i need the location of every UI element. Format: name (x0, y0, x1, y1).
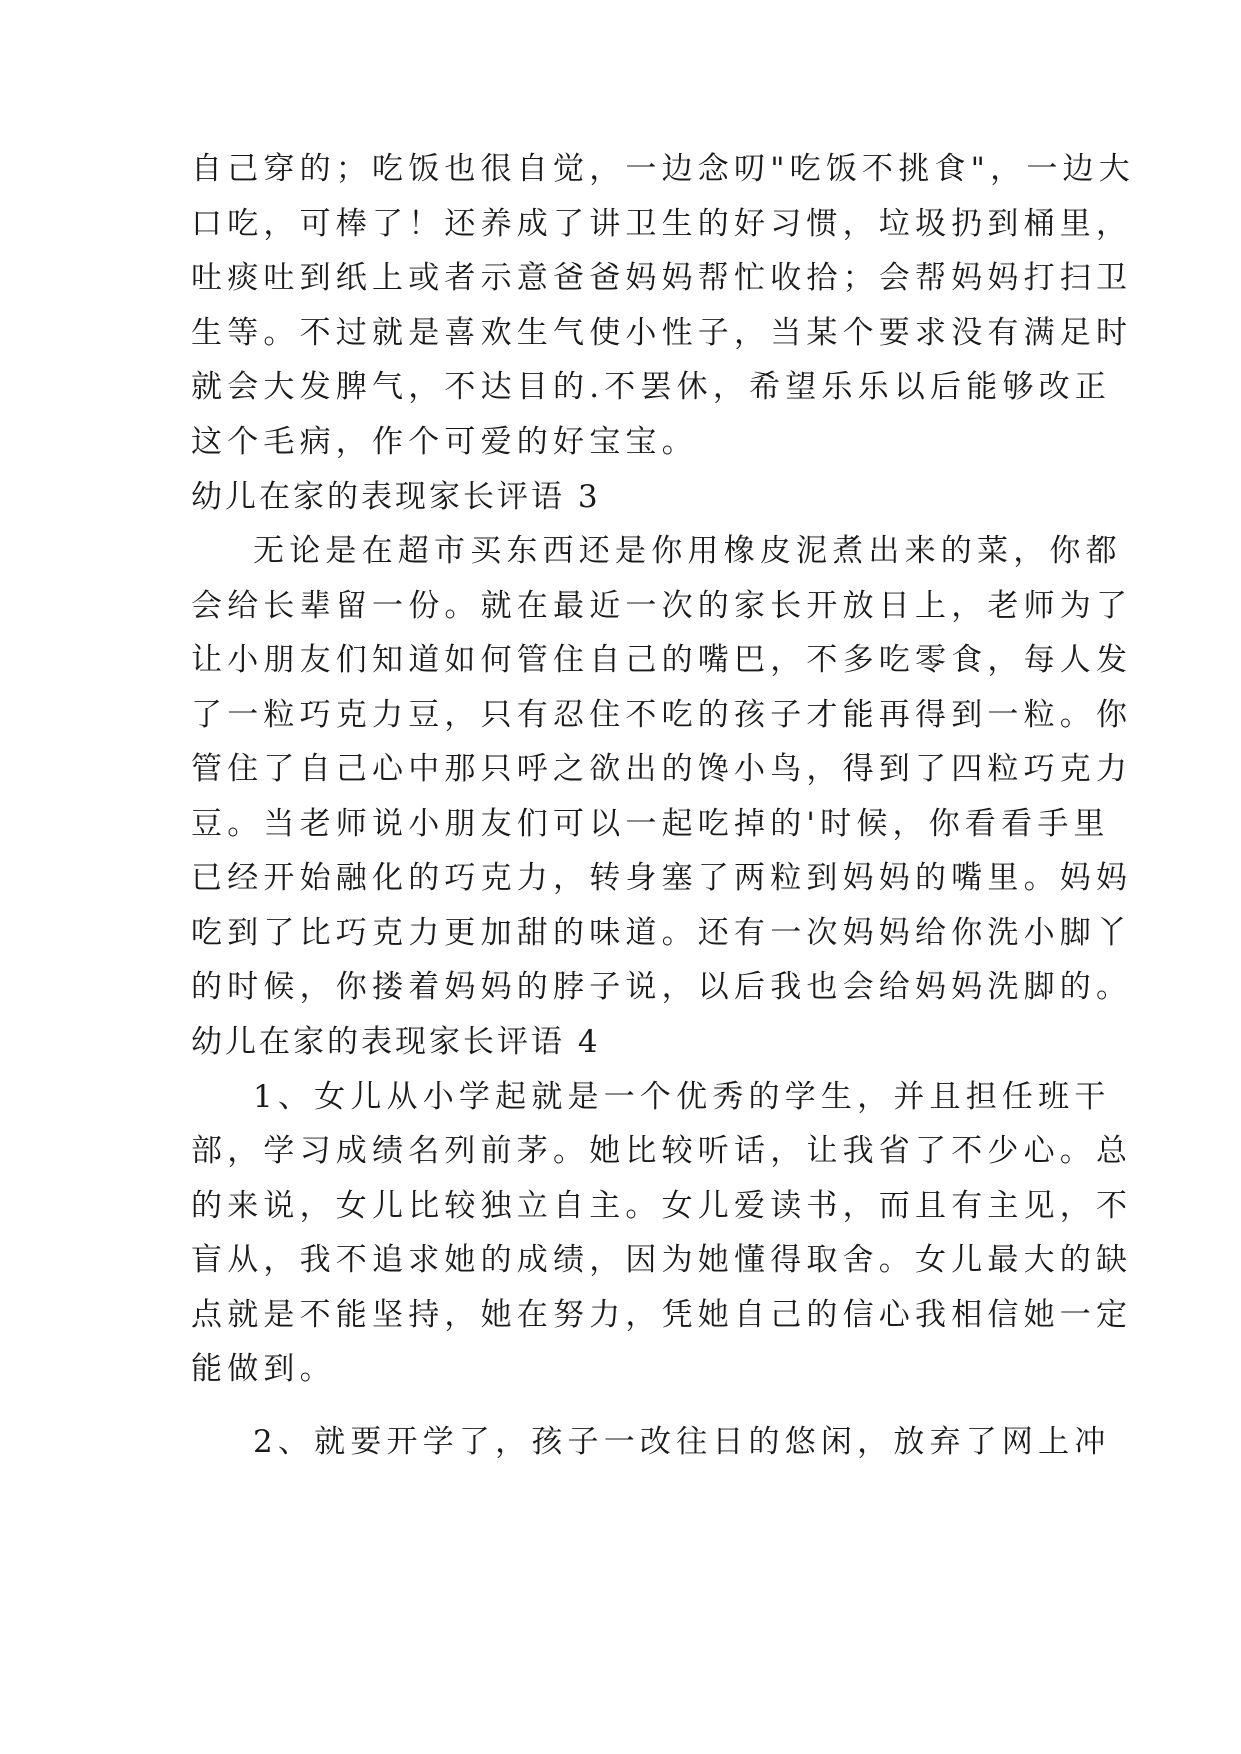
text-line: 无论是在超市买东西还是你用橡皮泥煮出来的菜，你都 (253, 533, 1122, 569)
text-line: 就会大发脾气，不达目的.不罢休，希望乐乐以后能够改正 (191, 369, 1112, 405)
text-line: 自己穿的；吃饭也很自觉，一边念叨"吃饭不挑食"，一边大 (191, 151, 1135, 187)
text-line: 的来说，女儿比较独立自主。女儿爱读书，而且有主见，不 (191, 1188, 1133, 1224)
text-line: 这个毛病，作个可爱的好宝宝。 (191, 424, 698, 460)
text-line: 吃到了比巧克力更加甜的味道。还有一次妈妈给你洗小脚丫 (191, 915, 1133, 951)
text-line: 盲从，我不追求她的成绩，因为她懂得取舍。女儿最大的缺 (191, 1242, 1133, 1278)
text-line: 管住了自己心中那只呼之欲出的馋小鸟，得到了四粒巧克力 (191, 751, 1133, 787)
text-line: 2、就要开学了，孩子一改往日的悠闲，放弃了网上冲 (253, 1424, 1111, 1460)
text-line: 1、女儿从小学起就是一个优秀的学生，并且担任班干 (253, 1079, 1111, 1115)
text-line: 能做到。 (191, 1351, 336, 1387)
text-line: 已经开始融化的巧克力，转身塞了两粒到妈妈的嘴里。妈妈 (191, 860, 1133, 896)
text-line: 部，学习成绩名列前茅。她比较听话，让我省了不少心。总 (191, 1133, 1133, 1169)
text-line: 的时候，你搂着妈妈的脖子说，以后我也会给妈妈洗脚的。 (191, 969, 1133, 1005)
text-line: 豆。当老师说小朋友们可以一起吃掉的'时候，你看看手里 (191, 806, 1110, 842)
text-line: 了一粒巧克力豆，只有忍住不吃的孩子才能再得到一粒。你 (191, 697, 1133, 733)
text-line: 生等。不过就是喜欢生气使小性子，当某个要求没有满足时 (191, 315, 1133, 351)
section-heading: 幼儿在家的表现家长评语 4 (191, 1024, 601, 1060)
text-line: 让小朋友们知道如何管住自己的嘴巴，不多吃零食，每人发 (191, 642, 1133, 678)
section-heading: 幼儿在家的表现家长评语 3 (191, 479, 601, 515)
text-line: 点就是不能坚持，她在努力，凭她自己的信心我相信她一定 (191, 1297, 1133, 1333)
text-line: 会给长辈留一份。就在最近一次的家长开放日上，老师为了 (191, 588, 1133, 624)
text-line: 吐痰吐到纸上或者示意爸爸妈妈帮忙收拾；会帮妈妈打扫卫 (191, 260, 1133, 296)
text-line: 口吃，可棒了！还养成了讲卫生的好习惯，垃圾扔到桶里， (191, 206, 1133, 242)
